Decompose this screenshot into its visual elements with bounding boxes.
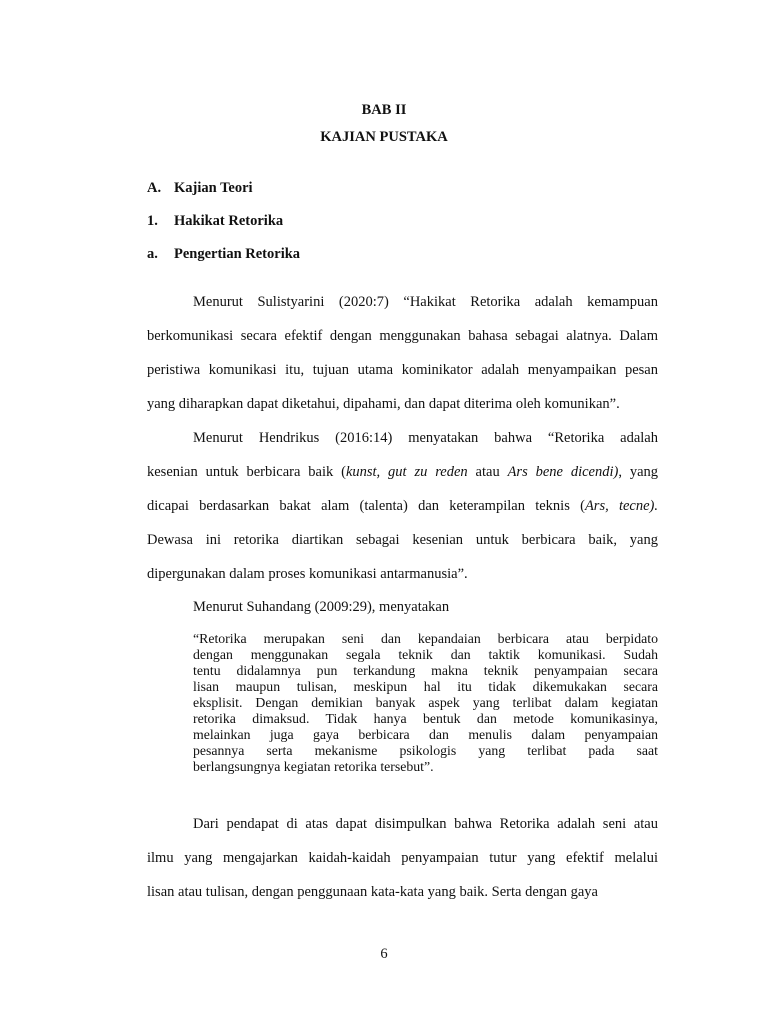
- para1-line: peristiwa komunikasi itu, tujuan utama kominikator adalah menyampaikan pesan: [147, 362, 658, 378]
- subsection-heading-1: [147, 213, 283, 230]
- chapter-title: KAJIAN PUSTAKA: [320, 129, 448, 145]
- section-number: A.: [147, 180, 162, 196]
- para2-line: dipergunakan dalam proses komunikasi antarmanusia”.: [147, 566, 468, 582]
- quote-line: berlangsungnya kegiatan retorika tersebut”.: [193, 759, 434, 774]
- chapter-number: BAB II: [361, 102, 407, 118]
- quote-line: melainkan juga gaya berbicara dan menulis dalam penyampaian: [193, 727, 658, 742]
- para4-line: ilmu yang mengajarkan kaidah-kaidah penyampaian tutur yang efektif melalui: [147, 850, 658, 866]
- quote-line: eksplisit. Dengan demikian banyak aspek yang terlibat dalam kegiatan: [193, 695, 658, 710]
- section-heading-a: [147, 180, 253, 197]
- quote-line: pesannya serta mekanisme psikologis yang terlibat pada saat: [193, 743, 658, 758]
- para2-line: Dewasa ini retorika diartikan sebagai kesenian untuk berbicara baik, yang: [147, 532, 658, 548]
- quote-line: lisan maupun tulisan, meskipun hal itu tidak dikemukakan secara: [193, 679, 658, 694]
- subsubsection-number: a.: [147, 246, 158, 262]
- section-text: Kajian Teori: [174, 180, 253, 196]
- quote-line: “Retorika merupakan seni dan kepandaian berbicara atau berpidato: [193, 631, 658, 646]
- para4-line: Dari pendapat di atas dapat disimpulkan bahwa Retorika adalah seni atau: [193, 816, 658, 832]
- para4-line: lisan atau tulisan, dengan penggunaan kata-kata yang baik. Serta dengan gaya: [147, 884, 598, 900]
- para1-line: yang diharapkan dapat diketahui, dipahami, dan dapat diterima oleh komunikan”.: [147, 396, 620, 412]
- para2-line: dicapai berdasarkan bakat alam (talenta) dan keterampilan teknis (Ars, tecne).: [147, 498, 659, 514]
- para1-line: berkomunikasi secara efektif dengan menggunakan bahasa sebagai alatnya. Dalam: [147, 328, 658, 344]
- subsubsection-text: Pengertian Retorika: [174, 246, 301, 262]
- para3-intro: Menurut Suhandang (2009:29), menyatakan: [193, 599, 450, 615]
- page-number: 6: [380, 946, 388, 962]
- subsection-text: Hakikat Retorika: [174, 213, 284, 229]
- para2-line: Menurut Hendrikus (2016:14) menyatakan bahwa “Retorika adalah: [193, 430, 658, 446]
- para1-line: Menurut Sulistyarini (2020:7) “Hakikat Retorika adalah kemampuan: [193, 294, 658, 310]
- subsubsection-heading-a: [147, 246, 300, 263]
- para2-line: kesenian untuk berbicara baik (kunst, gut zu reden atau Ars bene dicendi), yang: [147, 464, 659, 480]
- subsection-number: 1.: [147, 213, 158, 229]
- quote-line: retorika dimaksud. Tidak hanya bentuk dan metode komunikasinya,: [193, 711, 658, 726]
- quote-line: tentu didalamnya pun terkandung makna teknik penyampaian secara: [193, 663, 658, 678]
- quote-line: dengan menggunakan segala teknik dan taktik komunikasi. Sudah: [193, 647, 658, 662]
